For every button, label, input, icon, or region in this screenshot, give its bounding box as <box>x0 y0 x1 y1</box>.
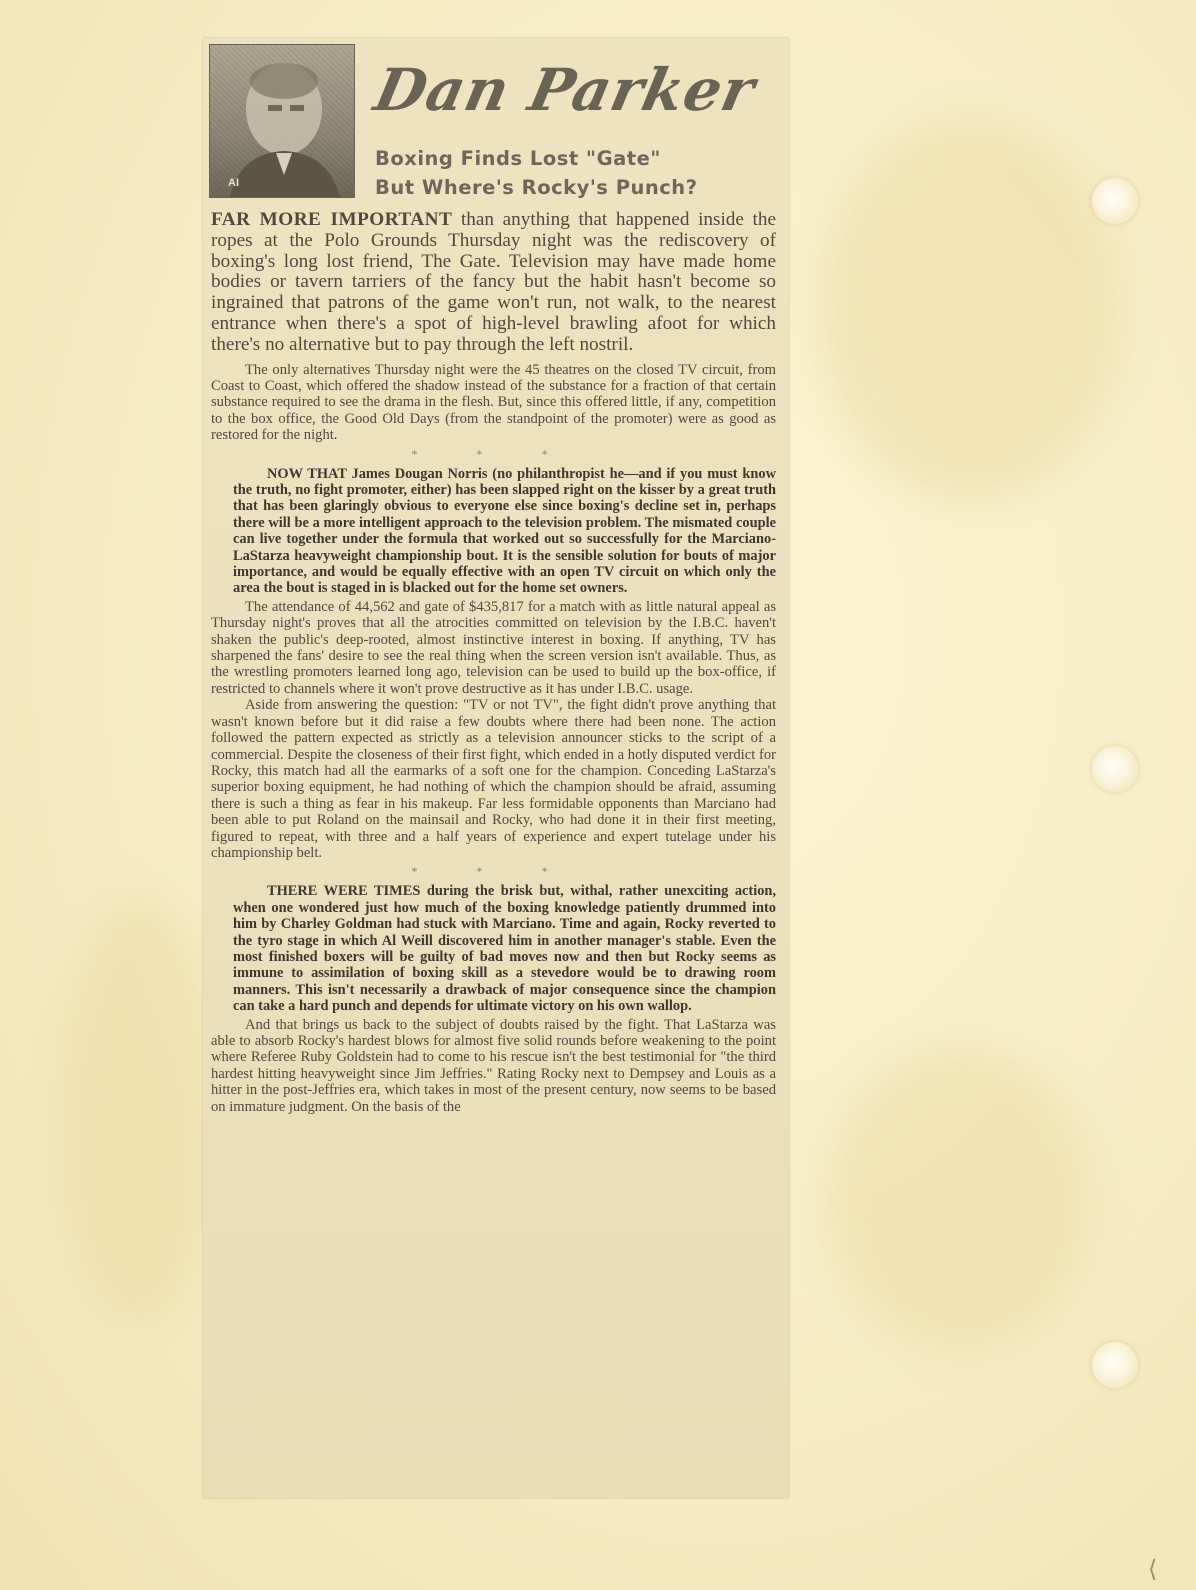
paper-stain <box>820 120 1120 500</box>
headline <box>375 144 775 202</box>
lead-text: than anything that happened inside the ropes at the Polo Grounds Thursday night was the rediscovery of boxing's long lost friend, The Gate. Television may have made home bodies or tavern tarriers of the fancy but the habit hasn't become so ingrained that patrons of the game won't run, not walk, to the nearest entrance when there's a spot of high-level brawling afoot for which there's no alternative but to pay through the left nostril. <box>211 209 776 355</box>
portrait-initials: AI <box>228 177 239 189</box>
lead-paragraph <box>211 210 776 356</box>
portrait-photo-icon <box>210 45 354 197</box>
paper-stain <box>60 900 220 1320</box>
headline-line-1: Boxing Finds Lost "Gate" <box>375 147 661 170</box>
bold-paragraph: NOW THAT James Dougan Norris (no philanthropist he—and if you must know the truth, no fight promoter, either) has been slapped right on the kisser by a great truth that has been glaringly obvious to everyone else since boxing's decline set in, perhaps there will be a more intelligent approach to the television problem. The mismated couple can live together under the formula that worked out so successfully for the Marciano-LaStarza heavyweight championship bout. It is the sensible solution for bouts of major importance, and would be equally effective with an open TV circuit on which only the area the bout is staged in is blacked out for the home set owners. <box>233 465 776 597</box>
article-body <box>211 210 776 1115</box>
newspaper-clipping <box>203 38 789 1498</box>
paragraph: The only alternatives Thursday night were the 45 theatres on the closed TV circuit, from Coast to Coast, which offered the shadow instead of the substance for a fraction of that certain substance required to see the drama in the flesh. But, since this offered little, if any, competition to the box office, the Good Old Days (from the standpoint of the promoter) were as good as restored for the night. <box>211 361 776 444</box>
punch-hole-icon <box>1092 746 1138 792</box>
byline <box>368 42 778 144</box>
section-separator: * * * <box>411 864 576 879</box>
lead-caps: FAR MORE IMPORTANT <box>211 209 453 230</box>
paragraph: And that brings us back to the subject of doubts raised by the fight. That LaStarza was able to absorb Rocky's hardest blows for almost five solid rounds before weakening to the point where Referee Ruby Goldstein had to come to his rescue isn't the best testimonial for "the third hardest hitting heavyweight since Jim Jeffries." Rating Rocky next to Dempsey and Louis as a hitter in the post-Jeffries era, which takes in most of the present century, now seems to be based on immature judgment. On the basis of the <box>211 1016 776 1115</box>
bold-paragraph: THERE WERE TIMES during the brisk but, withal, rather unexciting action, when one wondered just how much of the boxing knowledge patiently drummed into him by Charley Goldman had stuck with Marciano. Time and again, Rocky reverted to the tyro stage in which Al Weill discovered him in another manager's stable. Even the most finished boxers will be guilty of bad moves now and then but Rocky seems as immune to assimilation of boxing skill as a stevedore would be to drawing room manners. This isn't necessarily a drawback of major consequence since the champion can take a hard punch and depends for ultimate victory on his own wallop. <box>233 883 776 1015</box>
punch-hole-icon <box>1092 1342 1138 1388</box>
columnist-name: Dan Parker <box>368 56 762 124</box>
punch-hole-icon <box>1092 178 1138 224</box>
paragraph: Aside from answering the question: "TV or not TV", the fight didn't prove anything that wasn't known before but it did raise a few doubts where there had been none. The action followed the pattern expected as strictly as a television announcer sticks to the script of a commercial. Despite the closeness of their first fight, which ended in a hotly disputed verdict for Rocky, this match had all the earmarks of a soft one for the champion. Conceding LaStarza's superior boxing equipment, he had nothing of which the champion should be afraid, assuming there is such a thing as fear in his makeup. Far less formidable opponents than Marciano had been able to put Roland on the mainsail and Rocky, who had done it in their first meeting, figured to repeat, with three and a half years of experience and expert tutelage under his championship belt. <box>211 697 776 861</box>
paragraph: The attendance of 44,562 and gate of $435,817 for a match with as little natural appeal as Thursday night's proves that all the atrocities committed on television by the I.B.C. haven't shaken the public's deep-rooted, almost instinctive interest in boxing. If anything, TV has sharpened the fans' desire to see the real thing when the screen version isn't available. Thus, as the wrestling promoters learned long ago, television can be used to build up the box-office, if restricted to channels where it won't prove destructive as it has under I.B.C. usage. <box>211 598 776 697</box>
corner-fold-mark: ⟨ <box>1148 1557 1158 1583</box>
headline-line-2: But Where's Rocky's Punch? <box>375 176 698 199</box>
section-separator: * * * <box>411 446 576 461</box>
columnist-portrait <box>209 44 355 198</box>
paper-stain <box>830 1050 1090 1350</box>
